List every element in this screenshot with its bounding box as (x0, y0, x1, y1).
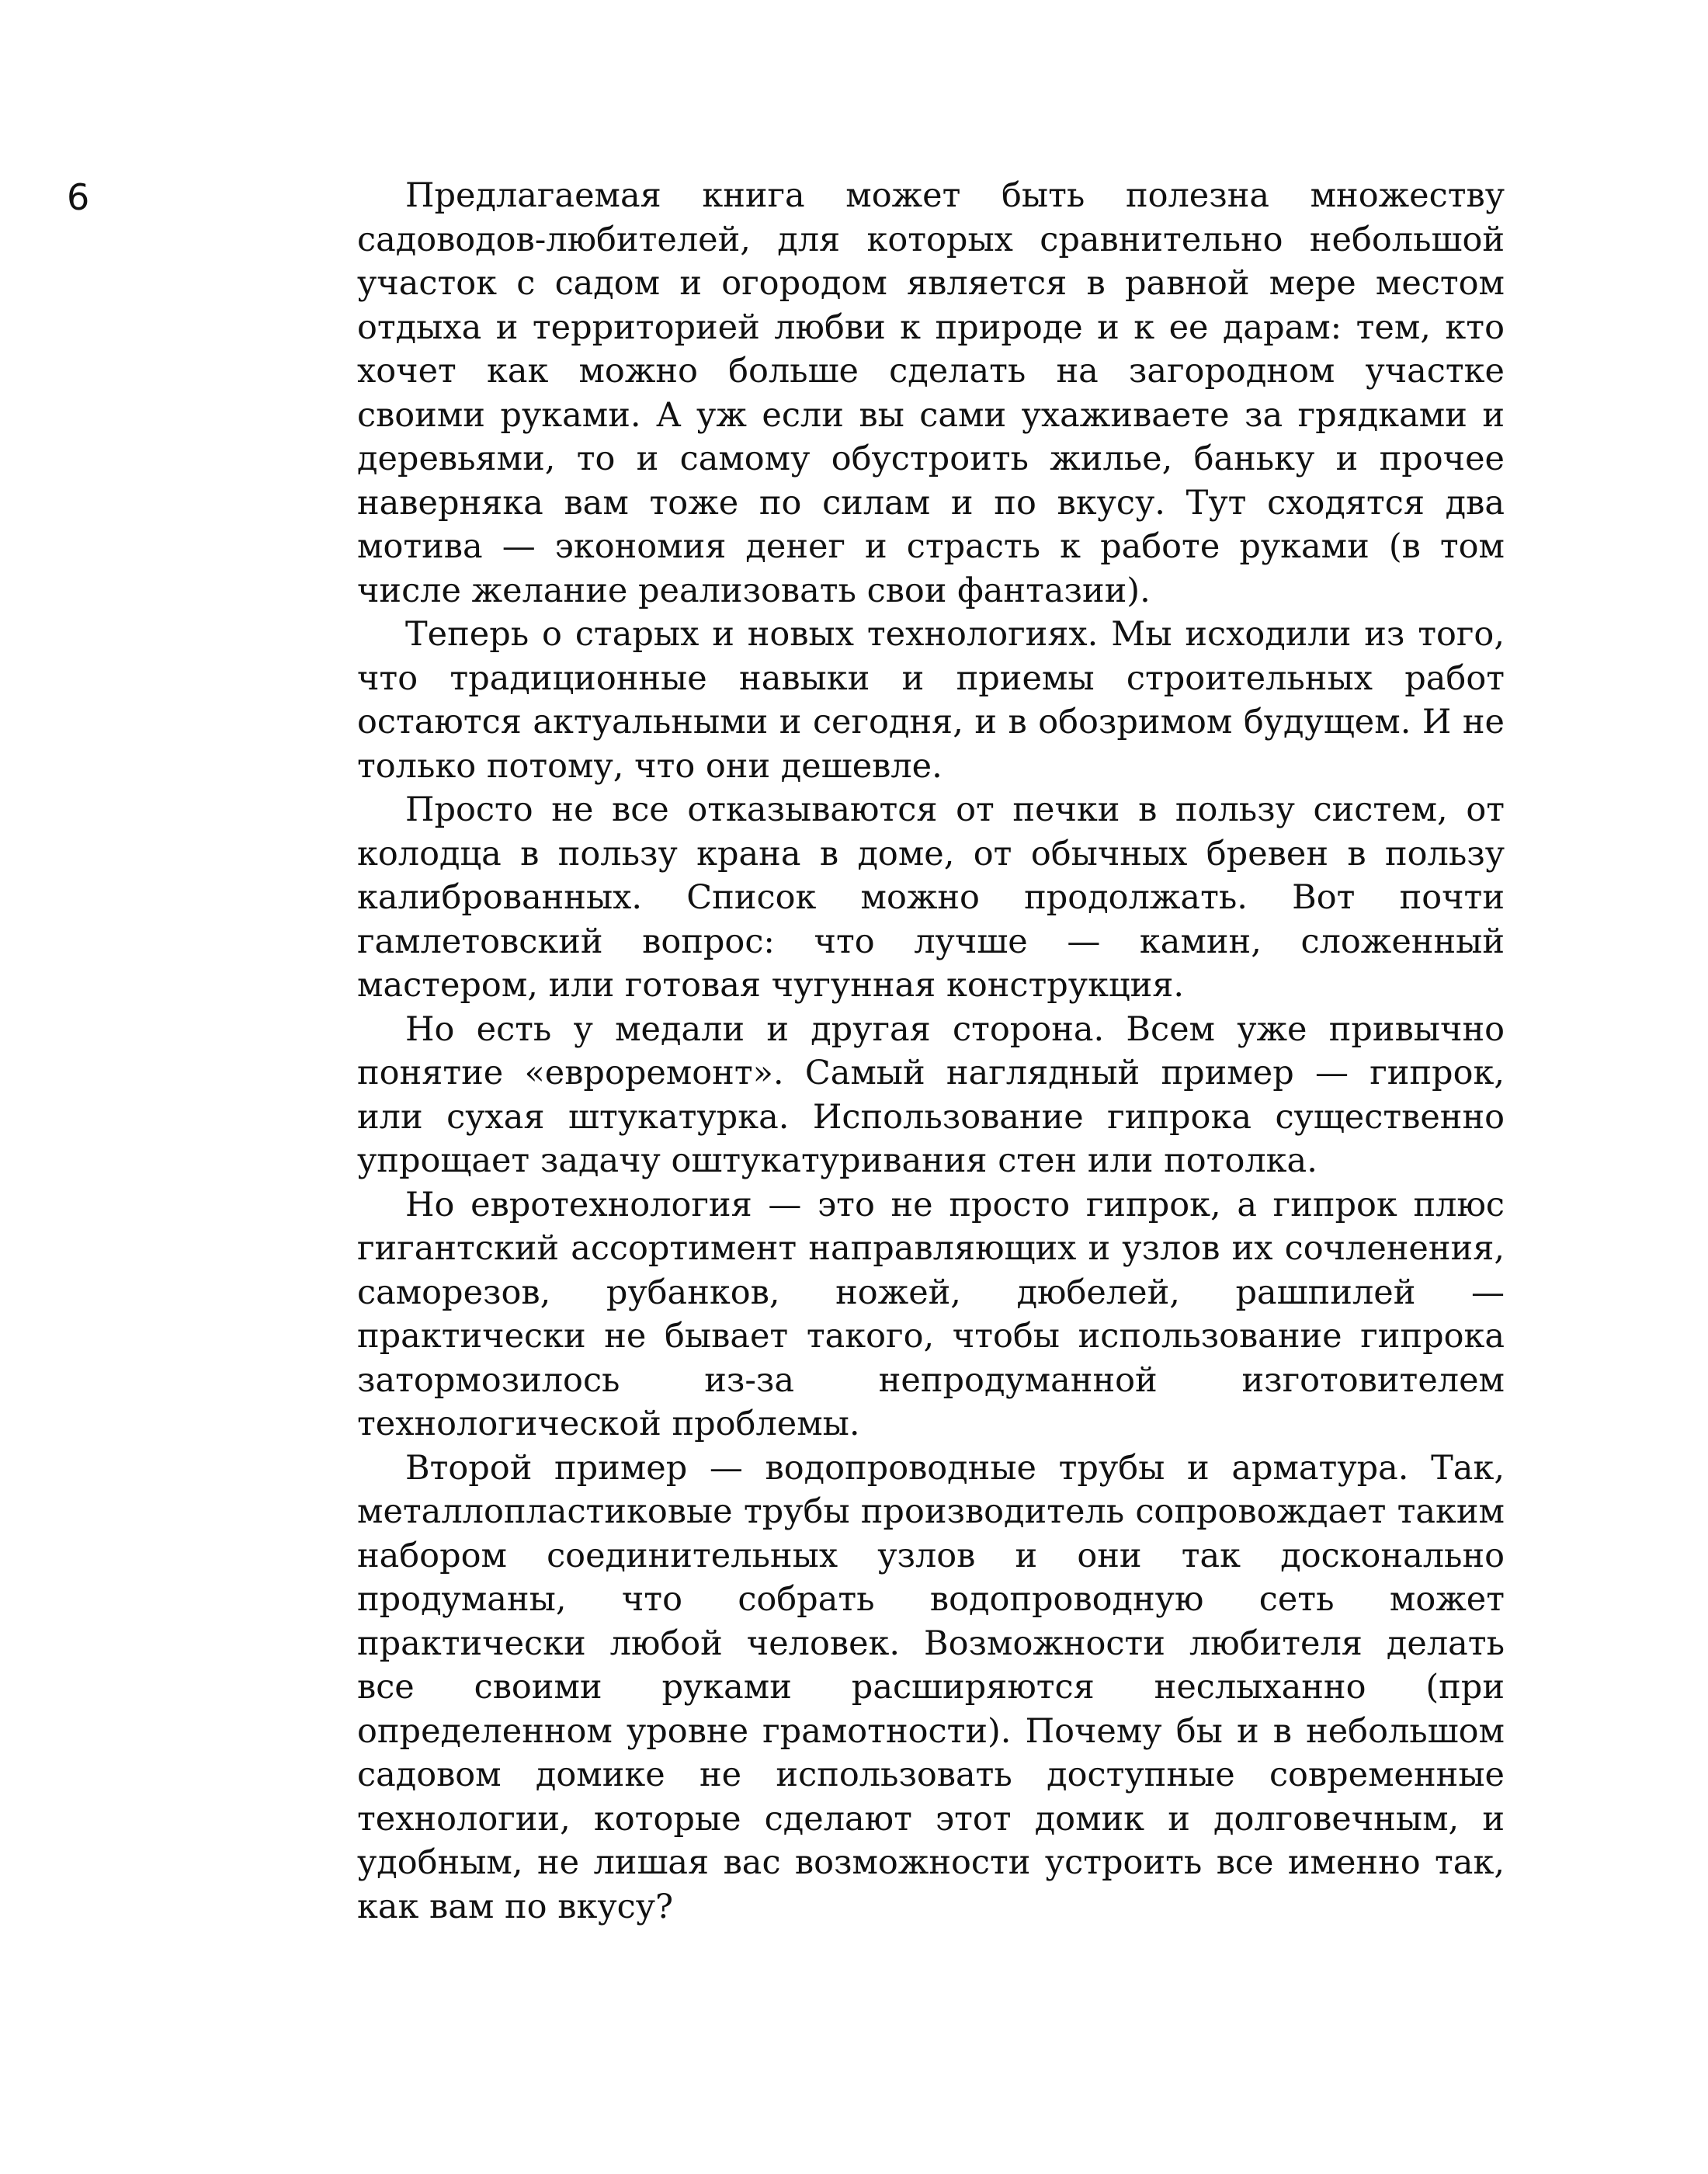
paragraph-3: Просто не все отказываются от печки в пользу систем, от колодца в пользу крана в доме, от обычных бревен в пользу калиброванных. Список можно продолжать. Вот почти гамлетовский вопрос: что лучше — камин, сложенный мастером, или готовая чугунная конструкция. (357, 790, 1505, 1005)
paragraph-2: Теперь о старых и новых технологиях. Мы исходили из того, что традиционные навыки и приемы строительных работ остаются актуальными и сегодня, и в обозримом будущем. И не только потому, что они дешевле. (357, 615, 1505, 786)
paragraph-4: Но есть у медали и другая сторона. Всем уже привычно понятие «евроремонт». Самый наглядный пример — гипрок, или сухая штукатурка. Использование гипрока существенно упрощает задачу оштукатуривания стен или потолка. (357, 1009, 1505, 1180)
body-text (357, 174, 1505, 1929)
paragraph-1: Предлагаемая книга может быть полезна множеству садоводов-любителей, для которых сравнительно небольшой участок с садом и огородом является в равной мере местом отдыха и территорией любви к природе и к ее дарам: тем, кто хочет как можно больше сделать на загородном участке своими руками. А уж если вы сами ухаживаете за грядками и деревьями, то и самому обустроить жилье, баньку и прочее наверняка вам тоже по силам и по вкусу. Тут сходятся два мотива — экономия денег и страсть к работе руками (в том числе желание реализовать свои фантазии). (357, 176, 1505, 610)
paragraph-5: Но евротехнология — это не просто гипрок, а гипрок плюс гигантский ассортимент направляющих и узлов их сочленения, саморезов, рубанков, ножей, дюбелей, рашпилей — практически не бывает такого, чтобы использование гипрока затормозилось из-за непродуманной изготовителем технологической проблемы. (357, 1185, 1505, 1443)
page-number: 6 (67, 176, 90, 218)
paragraph-6: Второй пример — водопроводные трубы и арматура. Так, металлопластиковые трубы производитель сопровождает таким набором соединительных узлов и они так досконально продуманы, что собрать водопроводную сеть может практически любой человек. Возможности любителя делать все своими руками расширяются неслыханно (при определенном уровне грамотности). Почему бы и в небольшом садовом домике не использовать доступные современные технологии, которые сделают этот домик и долговечным, и удобным, не лишая вас возможности устроить все именно так, как вам по вкусу? (357, 1448, 1505, 1926)
